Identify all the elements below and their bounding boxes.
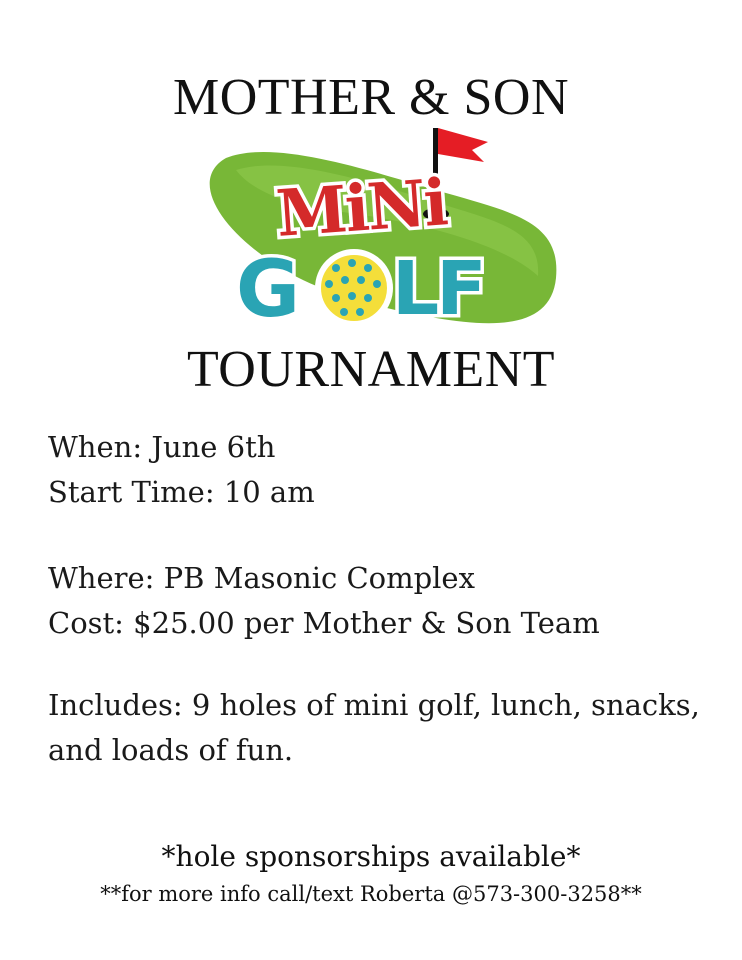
- flyer-title-bottom: TOURNAMENT: [186, 341, 556, 398]
- contact-info: **for more info call/text Roberta @573-300-3258**: [100, 882, 642, 906]
- mini-golf-logo: [196, 118, 566, 344]
- event-includes-block: [48, 683, 728, 773]
- sponsorship-note: *hole sponsorships available*: [161, 840, 581, 873]
- event-when-block: [48, 425, 728, 515]
- logo-letter-g: G: [236, 245, 301, 335]
- event-includes-line-1: Includes: 9 holes of mini golf, lunch, snacks,: [48, 688, 700, 722]
- flyer-title-top: MOTHER & SON: [172, 69, 570, 126]
- event-cost: Cost: $25.00 per Mother & Son Team: [48, 606, 600, 640]
- event-where-block: [48, 556, 728, 646]
- event-start-time: Start Time: 10 am: [48, 475, 315, 509]
- event-date: When: June 6th: [48, 430, 276, 464]
- logo-letters-lf: LF: [392, 246, 484, 332]
- event-includes-line-2: and loads of fun.: [48, 733, 294, 767]
- logo-word-mini: MiNi: [273, 165, 449, 252]
- golf-ball-icon: [318, 252, 390, 324]
- event-location: Where: PB Masonic Complex: [48, 561, 475, 595]
